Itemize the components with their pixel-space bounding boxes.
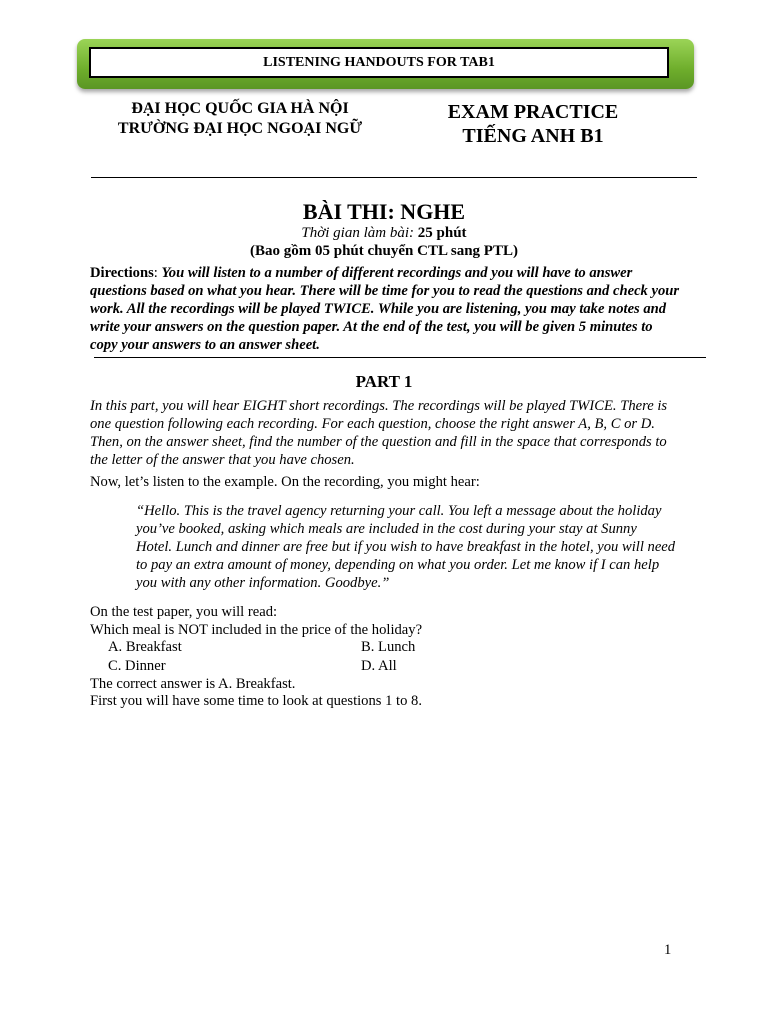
university-name: ĐẠI HỌC QUỐC GIA HÀ NỘI [131, 100, 349, 117]
faculty-name: TRƯỜNG ĐẠI HỌC NGOẠI NGỮ [117, 120, 363, 137]
directions: Directions: You will listen to a number of different recordings and you will have to answer questions based on what you hear. There will be time for you to read the questions and check your work. All the recordings will be played TWICE. While you are listening, you may take notes and write your answers on the question paper. At the end of the test, you will be given 5 minutes to copy your answers to an answer sheet. [90, 265, 680, 353]
option-b: B. Lunch [361, 639, 416, 655]
option-a: A. Breakfast [108, 639, 182, 655]
next-step: First you will have some time to look at questions 1 to 8. [90, 693, 422, 709]
exam-title: EXAM PRACTICE [447, 101, 619, 123]
example-intro: Now, let’s listen to the example. On the recording, you might hear: [90, 474, 480, 490]
banner-title: LISTENING HANDOUTS FOR TAB1 [89, 47, 669, 78]
example-transcript: “Hello. This is the travel agency returning your call. You left a message about the holiday you’ve booked, asking which meals are included in the cost during your stay at Sunny Hotel. Lunch and dinner are free but if you wish to have breakfast in the hotel, you will need to pay an extra amount of money, depending on what you order. Let me know if I can help you with any other information. Goodbye.” [136, 503, 676, 591]
directions-label: Directions [90, 265, 154, 281]
university-block [90, 99, 390, 139]
exam-block [420, 100, 646, 148]
option-c: C. Dinner [108, 658, 166, 674]
correct-answer: The correct answer is A. Breakfast. [90, 676, 296, 692]
option-d: D. All [361, 658, 397, 674]
directions-text: You will listen to a number of different recordings and you will have to answer questions based on what you hear. There will be time for you to read the questions and check your work. All the recordings will be played TWICE. While you are listening, you may take notes and write your answers on the question paper. At the end of the test, you will be given 5 minutes to copy your answers to an answer sheet. [90, 265, 680, 353]
exam-subtitle: TIẾNG ANH B1 [462, 125, 604, 147]
part-heading: PART 1 [355, 372, 413, 391]
test-paper-line: On the test paper, you will read: [90, 604, 278, 620]
time-value: 25 phút [417, 225, 467, 241]
time-note: (Bao gồm 05 phút chuyển CTL sang PTL) [250, 243, 518, 259]
time-label: Thời gian làm bài: [301, 225, 415, 241]
time-allowed [0, 225, 768, 242]
test-title: BÀI THI: NGHE [302, 199, 466, 224]
divider [91, 177, 697, 178]
divider [94, 357, 706, 358]
example-question: Which meal is NOT included in the price of the holiday? [90, 622, 423, 638]
part-instructions: In this part, you will hear EIGHT short recordings. The recordings will be played TWICE. There is one question following each recording. For each question, choose the right answer A, B, C or D. Then, on the answer sheet, find the number of the question and fill in the space that corresponds to the letter of the answer that you have chosen. [90, 398, 668, 468]
page-number: 1 [664, 942, 672, 958]
